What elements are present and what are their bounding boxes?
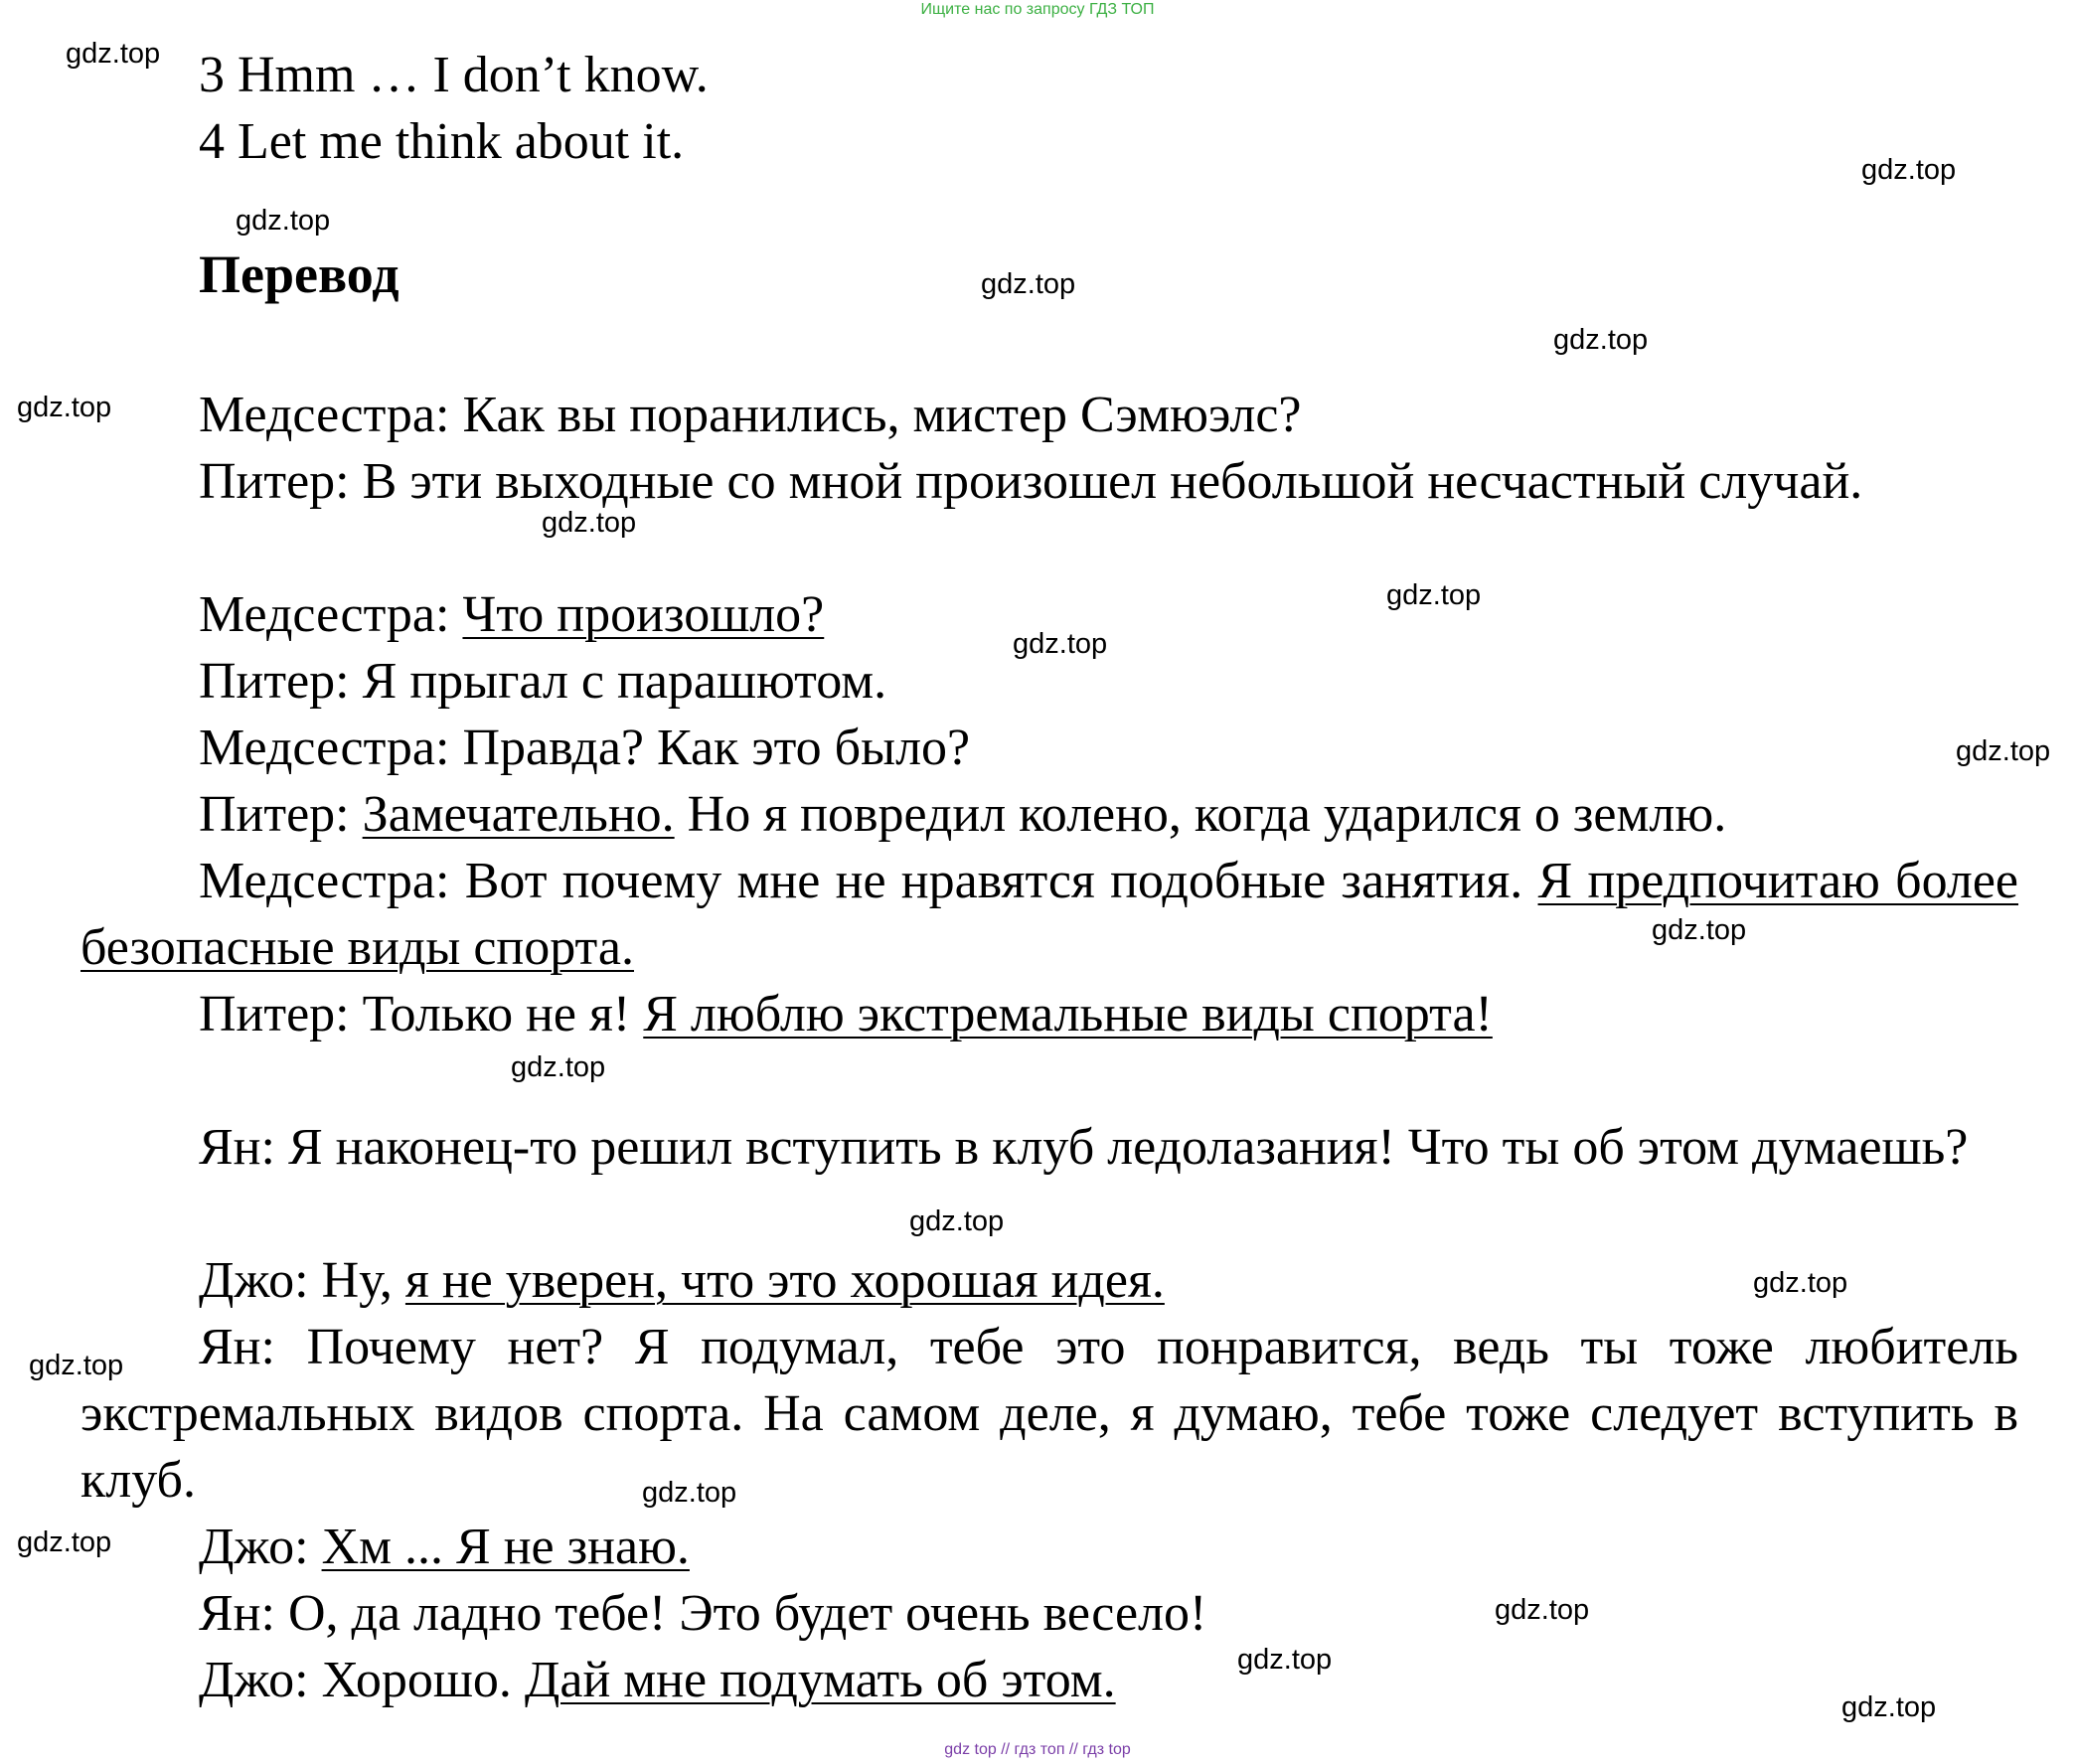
footer-note: gdz top // гдз топ // гдз top bbox=[944, 1741, 1131, 1758]
watermark: gdz.top bbox=[1237, 1644, 1333, 1676]
header-note: Ищите нас по запросу ГДЗ ТОП bbox=[920, 1, 1155, 18]
watermark: gdz.top bbox=[29, 1350, 124, 1381]
dialog2-line-2: Джо: Ну, я не уверен, что это хорошая идея. bbox=[199, 1252, 1165, 1309]
dialog1-line-2: Питер: В эти выходные со мной произошел небольшой несчастный случай. bbox=[199, 453, 1863, 510]
dialog1-line-1: Медсестра: Как вы поранились, мистер Сэмюэлс? bbox=[199, 387, 1302, 443]
dialog1-line-3: Медсестра: Что произошло? bbox=[199, 586, 825, 643]
watermark: gdz.top bbox=[1495, 1594, 1590, 1626]
dialog1-line-4: Питер: Я прыгал с парашютом. bbox=[199, 653, 887, 710]
dialog1-line-5: Медсестра: Правда? Как это было? bbox=[199, 720, 971, 776]
watermark: gdz.top bbox=[1956, 735, 2051, 767]
dialog2-line-6: Джо: Хорошо. Дай мне подумать об этом. bbox=[199, 1652, 1116, 1708]
watermark: gdz.top bbox=[981, 268, 1076, 300]
dialog2-line-3: Ян: Почему нет? Я подумал, тебе это понравится, ведь ты тоже любитель экстремальных видов спорта. На самом деле, я думаю, тебе тоже следует вступить в клуб. bbox=[80, 1319, 2018, 1509]
watermark: gdz.top bbox=[17, 392, 112, 423]
watermark: gdz.top bbox=[1013, 628, 1108, 660]
dialog2-line-4: Джо: Хм ... Я не знаю. bbox=[199, 1519, 690, 1575]
english-line-3: 3 Hmm … I don’t know. bbox=[199, 47, 709, 103]
watermark: gdz.top bbox=[1386, 579, 1482, 611]
watermark: gdz.top bbox=[542, 507, 637, 539]
section-heading: Перевод bbox=[199, 244, 399, 304]
watermark: gdz.top bbox=[1652, 914, 1747, 946]
watermark: gdz.top bbox=[236, 205, 331, 237]
watermark: gdz.top bbox=[17, 1526, 112, 1558]
watermark: gdz.top bbox=[1553, 324, 1649, 356]
english-line-4: 4 Let me think about it. bbox=[199, 113, 685, 170]
watermark: gdz.top bbox=[909, 1205, 1005, 1237]
dialog1-line-8: Питер: Только не я! Я люблю экстремальные виды спорта! bbox=[199, 986, 1493, 1042]
watermark: gdz.top bbox=[511, 1051, 606, 1083]
watermark: gdz.top bbox=[1861, 154, 1957, 186]
watermark: gdz.top bbox=[1841, 1691, 1937, 1723]
watermark: gdz.top bbox=[1753, 1267, 1848, 1299]
dialog2-line-5: Ян: О, да ладно тебе! Это будет очень весело! bbox=[199, 1585, 1207, 1642]
dialog1-line-7: Медсестра: Вот почему мне не нравятся подобные занятия. Я предпочитаю более безопасные виды спорта. bbox=[80, 853, 2019, 976]
watermark: gdz.top bbox=[66, 38, 161, 70]
watermark: gdz.top bbox=[642, 1477, 737, 1509]
dialog1-line-6: Питер: Замечательно. Но я повредил колено, когда ударился о землю. bbox=[199, 786, 1727, 843]
dialog2-line-1: Ян: Я наконец-то решил вступить в клуб ледолазания! Что ты об этом думаешь? bbox=[199, 1119, 1969, 1176]
